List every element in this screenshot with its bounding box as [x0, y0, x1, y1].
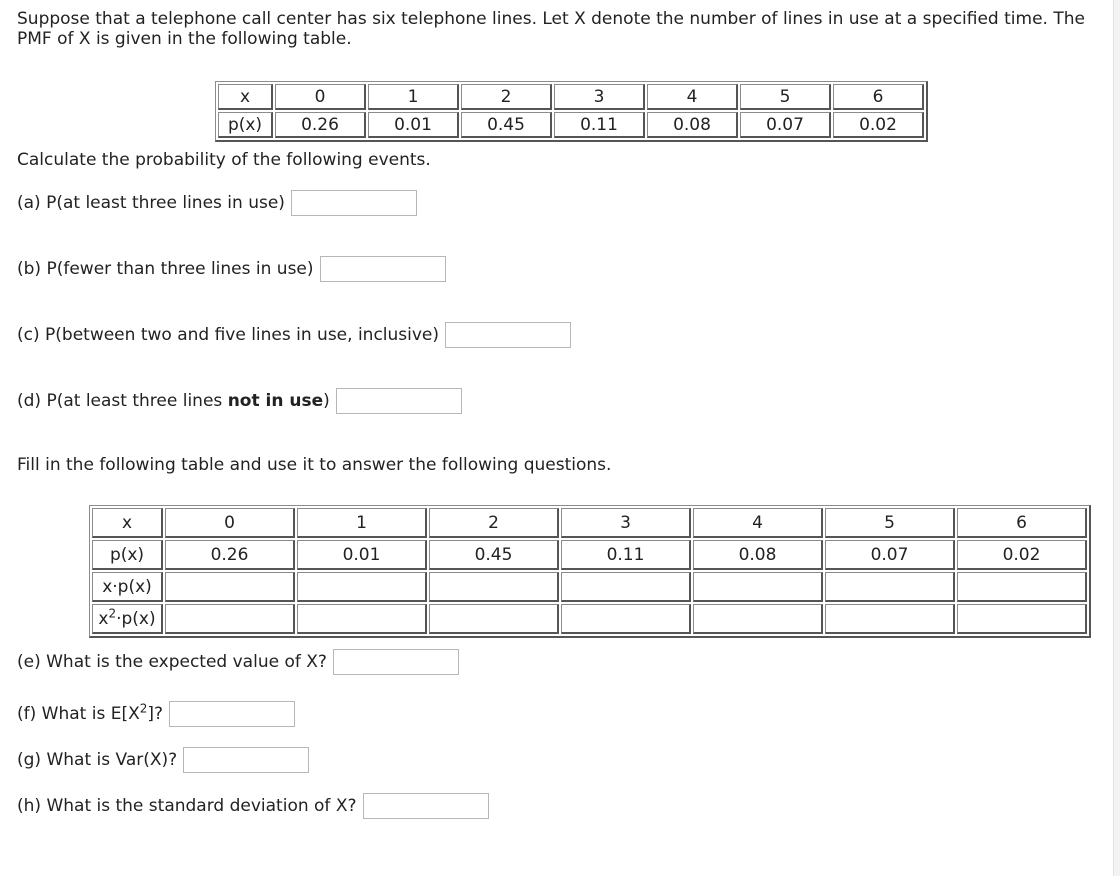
pmf-row-x: [218, 84, 924, 110]
xp-input-4[interactable]: [694, 573, 821, 600]
xp-input-0[interactable]: [166, 573, 293, 600]
calc-prompt: Calculate the probability of the following events.: [17, 150, 431, 170]
fill-x2p-label: [92, 604, 163, 634]
x2p-input-4[interactable]: [694, 605, 821, 632]
xp-input-2[interactable]: [430, 573, 557, 600]
xp-cell: [957, 572, 1087, 602]
x2p-cell: [825, 604, 955, 634]
xp-cell: [693, 572, 823, 602]
question-h: [17, 793, 489, 819]
answer-b-input[interactable]: [320, 256, 446, 282]
fill-x-label: x: [92, 508, 163, 538]
pmf-p-cell: 0.08: [647, 112, 738, 138]
answer-e-input[interactable]: [333, 649, 459, 675]
fill-p-label: p(x): [92, 540, 163, 570]
answer-h-input[interactable]: [363, 793, 489, 819]
pmf-x-cell: 5: [740, 84, 831, 110]
question-f: [17, 701, 295, 727]
pmf-p-cell: 0.26: [275, 112, 366, 138]
fill-row-xp: [92, 572, 1087, 602]
fill-p-cell: 0.01: [297, 540, 427, 570]
pmf-p-cell: 0.01: [368, 112, 459, 138]
pmf-row-p: [218, 112, 924, 138]
question-g-label: (g) What is Var(X)?: [17, 750, 178, 770]
fill-p-cell: 0.26: [165, 540, 295, 570]
pmf-x-cell: 2: [461, 84, 552, 110]
pmf-x-cell: 3: [554, 84, 645, 110]
x2p-sup: 2: [108, 605, 117, 620]
answer-a-input[interactable]: [291, 190, 417, 216]
pmf-p-label: p(x): [218, 112, 273, 138]
xp-input-3[interactable]: [562, 573, 689, 600]
xp-cell: [297, 572, 427, 602]
x2p-input-0[interactable]: [166, 605, 293, 632]
fill-p-cell: 0.02: [957, 540, 1087, 570]
question-b: [17, 256, 446, 282]
page-scrollbar-edge: [1113, 0, 1120, 876]
xp-input-5[interactable]: [826, 573, 953, 600]
fill-prompt: Fill in the following table and use it to answer the following questions.: [17, 455, 612, 475]
question-f-sup: 2: [139, 701, 148, 716]
xp-cell: [429, 572, 559, 602]
fill-x-cell: 3: [561, 508, 691, 538]
fill-p-cell: 0.11: [561, 540, 691, 570]
x2p-cell: [165, 604, 295, 634]
x2p-prefix: x: [98, 608, 109, 629]
fill-p-cell: 0.45: [429, 540, 559, 570]
answer-c-input[interactable]: [445, 322, 571, 348]
x2p-input-2[interactable]: [430, 605, 557, 632]
pmf-x-cell: 0: [275, 84, 366, 110]
fill-p-cell: 0.07: [825, 540, 955, 570]
question-a: [17, 190, 417, 216]
fill-xp-label: x·p(x): [92, 572, 163, 602]
xp-cell: [561, 572, 691, 602]
question-c: [17, 322, 571, 348]
fill-x-cell: 6: [957, 508, 1087, 538]
answer-g-input[interactable]: [183, 747, 309, 773]
pmf-p-cell: 0.02: [833, 112, 924, 138]
xp-input-1[interactable]: [298, 573, 425, 600]
fill-x-cell: 4: [693, 508, 823, 538]
fill-x-cell: 5: [825, 508, 955, 538]
question-d-prefix: (d) P(at least three lines: [17, 391, 228, 411]
x2p-input-5[interactable]: [826, 605, 953, 632]
fill-x-cell: 0: [165, 508, 295, 538]
question-e: [17, 649, 459, 675]
question-d: [17, 388, 462, 414]
fill-row-p: [92, 540, 1087, 570]
pmf-x-label: x: [218, 84, 273, 110]
x2p-input-6[interactable]: [958, 605, 1085, 632]
problem-statement: Suppose that a telephone call center has six telephone lines. Let X denote the number of lines in use at a specified time. The PMF of X is given in the following table.: [17, 9, 1085, 49]
pmf-x-cell: 1: [368, 84, 459, 110]
question-f-suffix: ]?: [147, 704, 164, 724]
x2p-input-3[interactable]: [562, 605, 689, 632]
question-c-label: (c) P(between two and five lines in use, inclusive): [17, 325, 440, 345]
fill-x-cell: 2: [429, 508, 559, 538]
question-d-bold: not in use: [227, 391, 324, 411]
pmf-p-cell: 0.11: [554, 112, 645, 138]
answer-f-input[interactable]: [169, 701, 295, 727]
x2p-cell: [957, 604, 1087, 634]
fill-row-x: [92, 508, 1087, 538]
x2p-cell: [693, 604, 823, 634]
x2p-cell: [561, 604, 691, 634]
pmf-x-cell: 4: [647, 84, 738, 110]
question-e-label: (e) What is the expected value of X?: [17, 652, 327, 672]
x2p-suffix: ·p(x): [116, 608, 156, 629]
fill-row-x2p: [92, 604, 1087, 634]
question-g: [17, 747, 309, 773]
question-b-label: (b) P(fewer than three lines in use): [17, 259, 314, 279]
x2p-cell: [429, 604, 559, 634]
question-f-prefix: (f) What is E[X: [17, 704, 140, 724]
pmf-p-cell: 0.07: [740, 112, 831, 138]
question-d-suffix: ): [323, 391, 330, 411]
answer-d-input[interactable]: [336, 388, 462, 414]
pmf-p-cell: 0.45: [461, 112, 552, 138]
question-h-label: (h) What is the standard deviation of X?: [17, 796, 357, 816]
xp-input-6[interactable]: [958, 573, 1085, 600]
question-a-label: (a) P(at least three lines in use): [17, 193, 285, 213]
pmf-x-cell: 6: [833, 84, 924, 110]
xp-cell: [165, 572, 295, 602]
pmf-table: [215, 81, 928, 142]
x2p-input-1[interactable]: [298, 605, 425, 632]
fill-table: [89, 505, 1091, 638]
xp-cell: [825, 572, 955, 602]
fill-p-cell: 0.08: [693, 540, 823, 570]
x2p-cell: [297, 604, 427, 634]
fill-x-cell: 1: [297, 508, 427, 538]
